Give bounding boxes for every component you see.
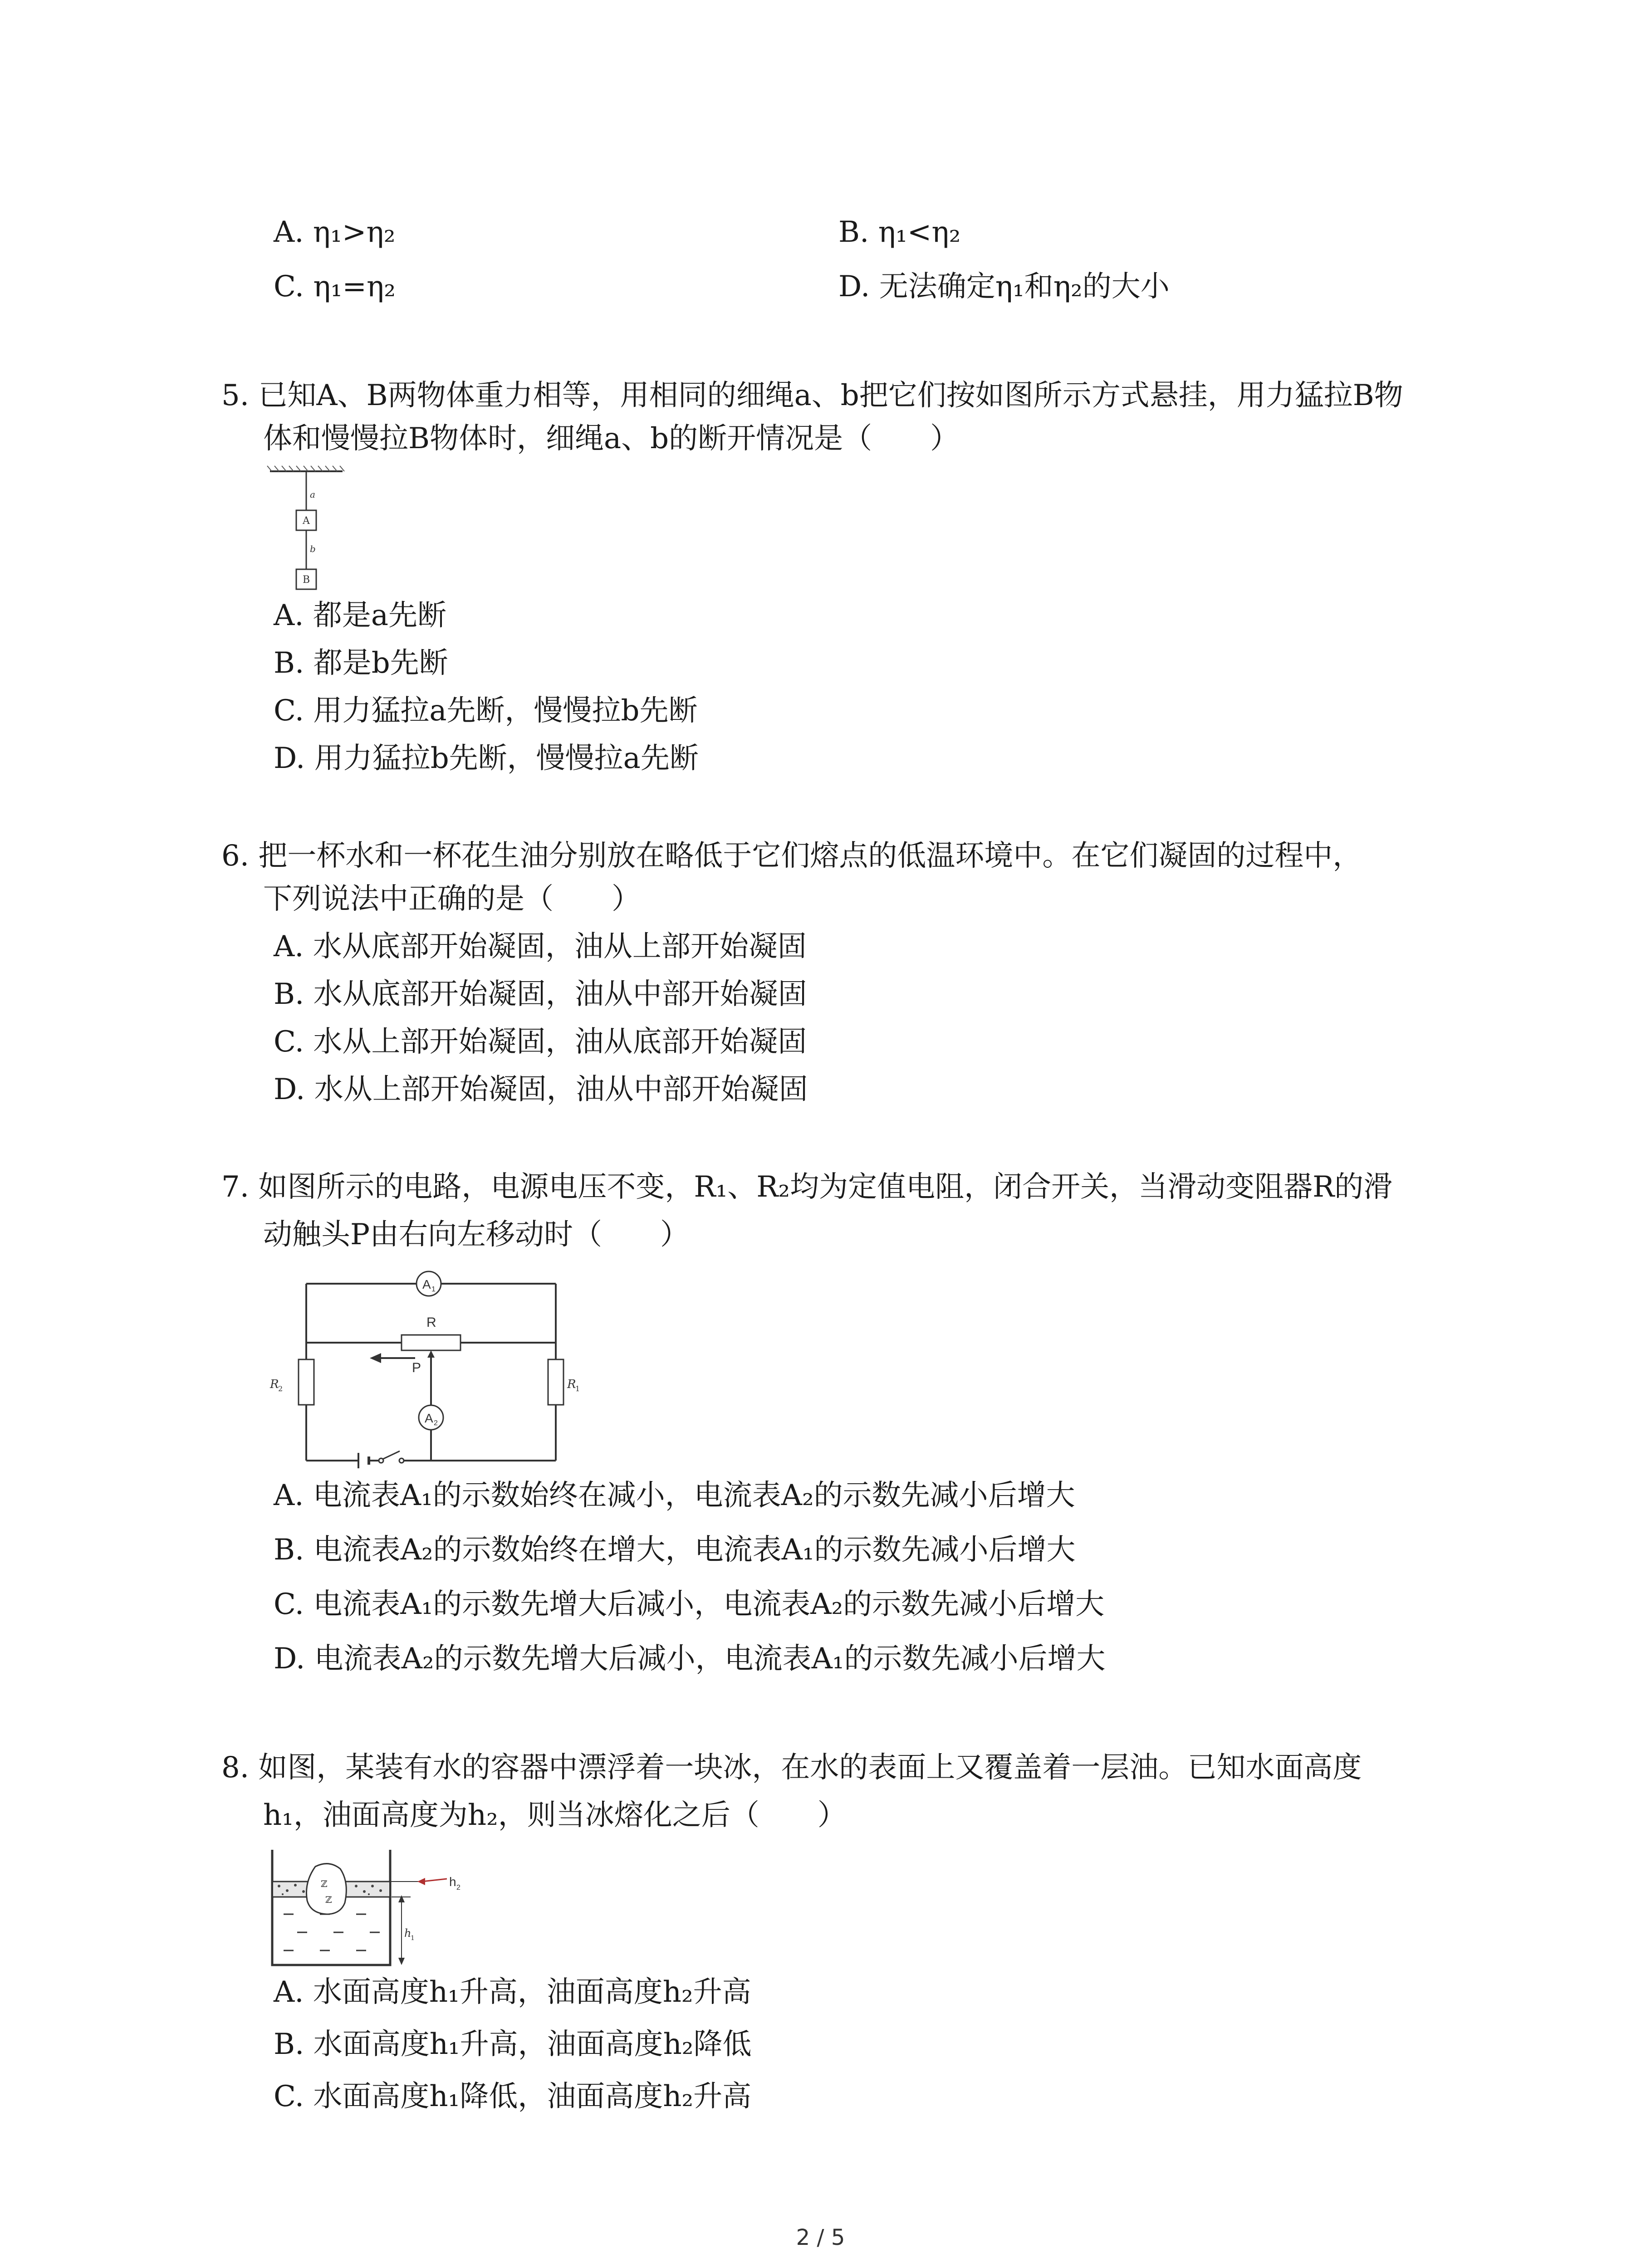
q8-stem-line1: 8. 如图，某装有水的容器中漂浮着一块冰，在水的表面上又覆盖着一层油。已知水面高度 — [221, 1751, 1362, 1784]
page-number: 2 / 5 — [796, 2225, 845, 2250]
q7-label-a2-sub: 2 — [434, 1419, 438, 1427]
q4-option-b: B. η₁<η₂ — [838, 215, 961, 249]
q7-label-r2-sub: 2 — [278, 1384, 283, 1393]
q7-label-r: R — [426, 1315, 436, 1330]
q5-stem-line2: 体和慢慢拉B物体时，细绳a、b的断开情况是（ ） — [263, 422, 960, 455]
q8-label-h2: h — [449, 1875, 456, 1889]
q7-label-a2: A — [425, 1411, 433, 1425]
q8-label-h1-sub: 1 — [411, 1935, 415, 1942]
q8-label-h2-sub: 2 — [456, 1884, 460, 1892]
q5-option-a: A. 都是a先断 — [274, 599, 447, 632]
q5-option-d: D. 用力猛拉b先断，慢慢拉a先断 — [274, 742, 699, 775]
q8-option-c: C. 水面高度h₁降低，油面高度h₂升高 — [274, 2080, 752, 2113]
q7-option-d: D. 电流表A₂的示数先增大后减小，电流表A₁的示数先减小后增大 — [274, 1642, 1106, 1676]
q5-option-b: B. 都是b先断 — [274, 646, 448, 680]
svg-text:ℤ: ℤ — [325, 1894, 332, 1905]
q7-label-p: P — [412, 1360, 421, 1375]
q5-label-block-b: B — [303, 574, 310, 586]
q8-label-h1: h — [404, 1927, 411, 1940]
q5-stem-line1: 5. 已知A、B两物体重力相等，用相同的细绳a、b把它们按如图所示方式悬挂，用力猛拉B物 — [221, 379, 1403, 412]
q6-stem-line2: 下列说法中正确的是（ ） — [263, 882, 641, 916]
q7-label-r1: R — [567, 1378, 576, 1391]
q8-option-b: B. 水面高度h₁升高，油面高度h₂降低 — [274, 2028, 752, 2061]
q7-option-a: A. 电流表A₁的示数始终在减小，电流表A₂的示数先减小后增大 — [274, 1479, 1075, 1512]
q6-option-a: A. 水从底部开始凝固，油从上部开始凝固 — [274, 930, 807, 963]
q5-label-rope-b: b — [310, 543, 316, 554]
q6-stem-line1: 6. 把一杯水和一杯花生油分别放在略低于它们熔点的低温环境中。在它们凝固的过程中， — [221, 839, 1362, 873]
q7-label-a1: A — [422, 1277, 431, 1291]
q8-stem-line2: h₁，油面高度为h₂，则当冰熔化之后（ ） — [263, 1799, 847, 1832]
q4-option-a: A. η₁>η₂ — [274, 215, 396, 249]
q7-option-c: C. 电流表A₁的示数先增大后减小，电流表A₂的示数先减小后增大 — [274, 1588, 1105, 1621]
q7-label-a1-sub: 1 — [431, 1286, 436, 1293]
q7-label-r2: R — [270, 1378, 279, 1391]
q6-option-d: D. 水从上部开始凝固，油从中部开始凝固 — [274, 1073, 808, 1106]
q7-stem-line1: 7. 如图所示的电路，电源电压不变，R₁、R₂均为定值电阻，闭合开关，当滑动变阻器R的滑 — [221, 1170, 1393, 1204]
q7-option-b: B. 电流表A₂的示数始终在增大，电流表A₁的示数先减小后增大 — [274, 1533, 1076, 1567]
q6-option-b: B. 水从底部开始凝固，油从中部开始凝固 — [274, 978, 807, 1011]
q8-container-figure — [265, 1846, 501, 1973]
q7-stem-line2: 动触头P由右向左移动时（ ） — [263, 1218, 690, 1251]
q5-option-c: C. 用力猛拉a先断，慢慢拉b先断 — [274, 694, 698, 728]
q5-label-block-a: A — [303, 515, 310, 527]
q5-figure — [265, 465, 347, 601]
q4-option-d: D. 无法确定η₁和η₂的大小 — [838, 270, 1170, 303]
q7-circuit-figure — [265, 1259, 606, 1476]
q8-option-a: A. 水面高度h₁升高，油面高度h₂升高 — [274, 1975, 751, 2009]
svg-text:ℤ: ℤ — [321, 1878, 328, 1889]
q6-option-c: C. 水从上部开始凝固，油从底部开始凝固 — [274, 1025, 807, 1059]
q5-label-rope-a: a — [310, 489, 315, 500]
q4-option-c: C. η₁=η₂ — [274, 270, 396, 303]
q7-label-r1-sub: 1 — [575, 1384, 580, 1393]
